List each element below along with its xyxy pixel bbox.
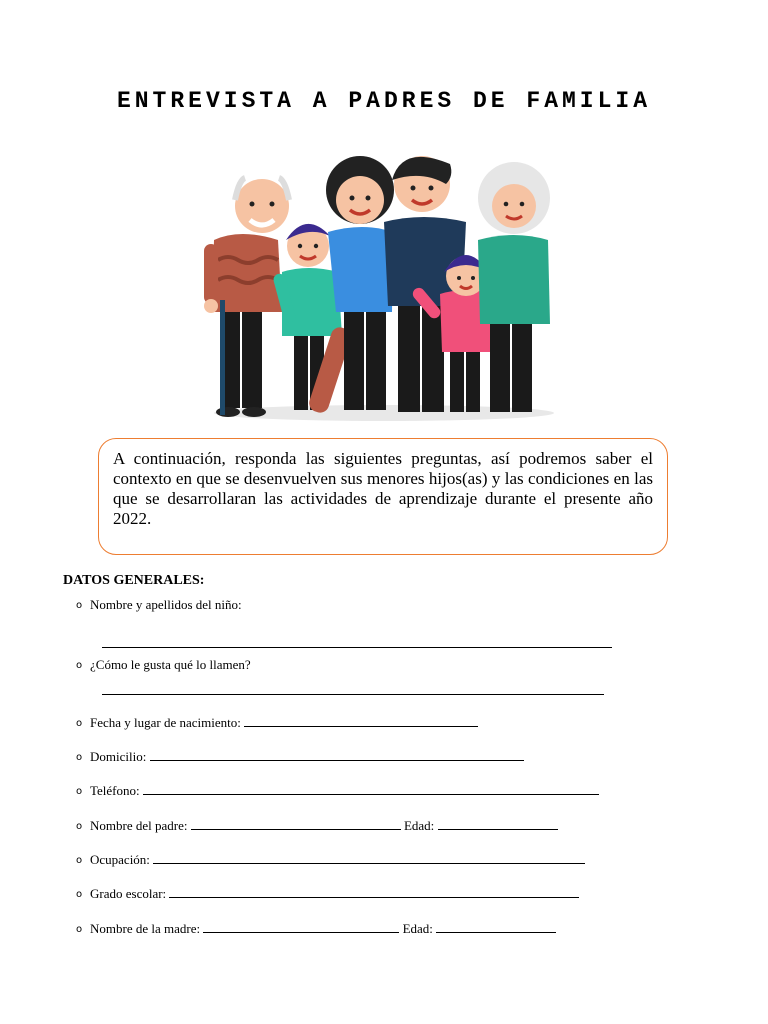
field-label: Grado escolar: [90, 886, 167, 901]
answer-line-como-le-gusta[interactable] [102, 693, 604, 695]
bullet-icon: o [76, 718, 83, 729]
field-label-edad: Edad: [403, 818, 435, 833]
answer-line-nombre-nino[interactable] [102, 646, 612, 648]
bullet-icon: o [76, 600, 83, 611]
field-label: Fecha y lugar de nacimiento: [90, 715, 241, 730]
answer-line-grado-escolar[interactable] [169, 885, 579, 898]
field-label: Nombre de la madre: [90, 921, 201, 936]
bullet-icon: o [76, 660, 83, 671]
field-label: Teléfono: [90, 783, 140, 798]
bullet-icon: o [76, 752, 83, 763]
field-telefono [76, 782, 599, 799]
section-title: DATOS GENERALES: [63, 573, 205, 588]
field-nombre-madre [76, 920, 556, 937]
field-grado-escolar [76, 885, 579, 902]
grandpa-figure [204, 178, 289, 417]
answer-line-edad-padre[interactable] [438, 817, 558, 830]
bullet-icon: o [76, 855, 83, 866]
field-domicilio [76, 748, 524, 765]
answer-line-telefono[interactable] [143, 782, 599, 795]
field-como-le-gusta [76, 657, 251, 673]
field-nombre-nino [76, 597, 242, 613]
answer-line-edad-madre[interactable] [436, 920, 556, 933]
document-title: ENTREVISTA A PADRES DE FAMILIA [116, 88, 652, 114]
field-label: Nombre del padre: [90, 818, 188, 833]
intro-callout [98, 438, 668, 555]
field-fecha-lugar [76, 714, 478, 731]
answer-line-nombre-madre[interactable] [203, 920, 399, 933]
field-label-edad: Edad: [402, 921, 433, 936]
answer-line-fecha-lugar[interactable] [244, 714, 478, 727]
answer-line-ocupacion[interactable] [153, 851, 585, 864]
field-label: ¿Cómo le gusta qué lo llamen? [90, 657, 251, 672]
family-illustration [178, 140, 590, 425]
intro-text: A continuación, responda las siguientes preguntas, así podremos saber el contexto en que se desenvuelven sus menores hijos(as) y las condiciones en las que se desarrollaran las actividades de aprendizaje durante el presente año 2022. [113, 449, 653, 528]
grandma-figure [478, 162, 550, 412]
field-label: Domicilio: [90, 749, 147, 764]
bullet-icon: o [76, 889, 83, 900]
answer-line-nombre-padre[interactable] [191, 817, 401, 830]
answer-line-domicilio[interactable] [150, 748, 524, 761]
field-label: Ocupación: [90, 852, 150, 867]
bullet-icon: o [76, 924, 83, 935]
field-nombre-padre [76, 817, 558, 834]
field-label: Nombre y apellidos del niño: [90, 597, 242, 612]
bullet-icon: o [76, 786, 83, 797]
field-ocupacion [76, 851, 585, 868]
bullet-icon: o [76, 821, 83, 832]
